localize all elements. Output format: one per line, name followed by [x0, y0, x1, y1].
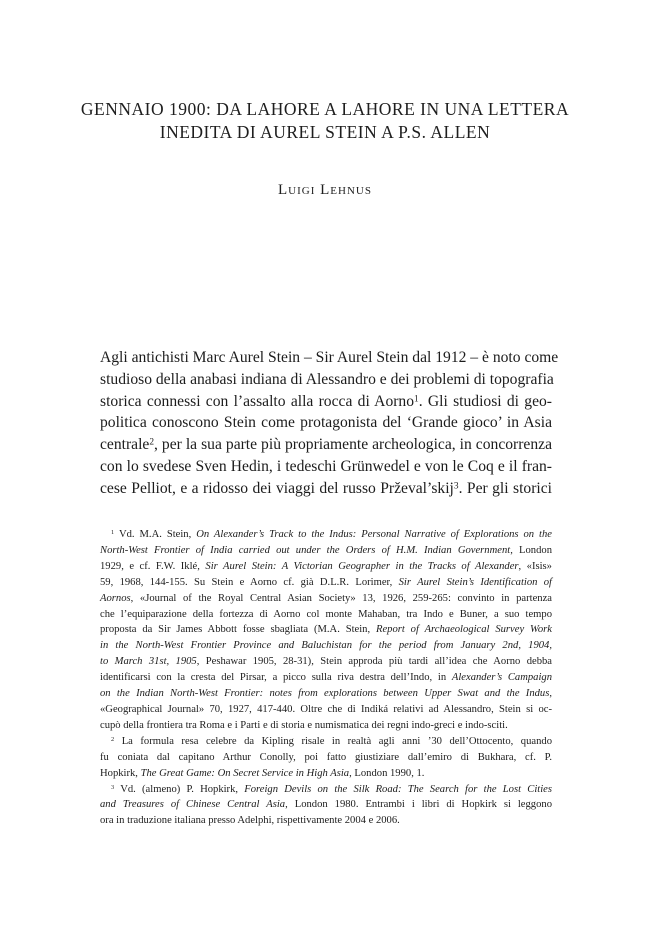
footnote-1-line: to March 31st, 1905, Peshawar 1905, 28-31), Stein approda più tardi all’idea che Aorno debba	[100, 656, 552, 668]
footnote-mark: 3	[111, 783, 115, 791]
body-line: cese Pelliot, e a ridosso dei viaggi del russo Prževal’skij$^3$. Per gli storici	[100, 479, 552, 497]
body-line: centrale$^2$, per la sua parte più propriamente archeologica, in concorrenza	[100, 436, 552, 454]
body-line: politica conoscono Stein come protagonista del ‘Grande gioco’ in Asia	[100, 414, 552, 432]
article-title-line-1: GENNAIO 1900: DA LAHORE A LAHORE IN UNA LETTERA	[80, 99, 570, 119]
article-title-line-2: INEDITA DI AUREL STEIN A P.S. ALLEN	[159, 122, 491, 142]
body-line: storica connessi con l’assalto alla rocca di Aorno$^1$. Gli studiosi di geo-	[100, 392, 552, 410]
footnote-2-line: $^2$ La formula resa celebre da Kipling risale in realtà agli anni ’30 dell’Ottocento, quando	[111, 735, 552, 747]
footnote-ref[interactable]: 3	[453, 481, 459, 492]
article-title	[60, 98, 590, 144]
footnote-1-line: in the North-West Frontier Province and Baluchistan for the period from January 2nd, 1904,	[100, 640, 552, 652]
footnote-2-line: fu coniata dal capitano Arthur Conolly, poi fatto giustiziare dall’emiro di Bukhara, cf. P.	[100, 751, 552, 763]
footnote-1-line: proposta da Sir James Abbott fosse sbagliata (M.A. Stein, Report of Archaeological Survey Work	[100, 624, 552, 636]
footnote-mark: 1	[111, 528, 115, 536]
footnote-ref[interactable]: 1	[414, 393, 419, 404]
footnote-1-line: «Geographical Journal» 70, 1927, 417-440. Oltre che di Indiká relativi ad Alessandro, Stein si oc-	[100, 703, 552, 715]
footnote-2-line: Hopkirk, The Great Game: On Secret Service in High Asia, London 1990, 1.	[100, 767, 425, 779]
author-name: Luigi Lehnus	[278, 182, 372, 198]
footnote-1-line: cupò della frontiera tra Roma e i Parti e di storia e numismatica dei regni indo-greci e indo-sciti.	[100, 719, 508, 731]
footnote-1-line: identificarsi con la cresta del Pirsar, a picco sulla riva destra dell’Indo, in Alexander’s Campaign	[100, 672, 552, 684]
footnote-3-line: and Treasures of Chinese Central Asia, London 1980. Entrambi i libri di Hopkirk si leggono	[100, 799, 552, 811]
footnote-3-line: ora in traduzione italiana presso Adelphi, rispettivamente 2004 e 2006.	[100, 815, 400, 827]
footnote-1-line: 59, 1968, 144-155. Su Stein e Aorno cf. già D.L.R. Lorimer, Sir Aurel Stein’s Identification of	[100, 576, 552, 588]
footnote-1-line: Aornos, «Journal of the Royal Central Asian Society» 13, 1926, 259-265: convinto in partenza	[100, 592, 552, 604]
footnote-1-line: North-West Frontier of India carried out under the Orders of H.M. Indian Government, London	[100, 544, 552, 556]
body-line: Agli antichisti Marc Aurel Stein – Sir Aurel Stein dal 1912 – è noto come	[100, 349, 559, 366]
footnotes	[100, 527, 552, 829]
body-line: studioso della anabasi indiana di Alessandro e dei problemi di topografia	[100, 370, 554, 388]
footnote-1-line: 1929, e cf. F.W. Iklé, Sir Aurel Stein: A Victorian Geographer in the Tracks of Alexander, «Isis»	[100, 560, 552, 572]
footnote-1-line: $^1$ Vd. M.A. Stein, On Alexander’s Track to the Indus: Personal Narrative of Explorations on the	[111, 528, 552, 540]
footnote-1-line: on the Indian North-West Frontier: notes from explorations between Upper Swat and the Indus,	[100, 688, 552, 700]
footnote-ref[interactable]: 2	[149, 437, 155, 448]
footnote-3-line: $^3$ Vd. (almeno) P. Hopkirk, Foreign Devils on the Silk Road: The Search for the Lost Cities	[111, 783, 552, 795]
footnote-mark: 2	[111, 735, 115, 743]
body-line: con lo svedese Sven Hedin, i tedeschi Grünwedel e von le Coq e il fran-	[100, 457, 552, 475]
footnote-1-line: che l’equiparazione della fortezza di Aorno col monte Mahaban, tra Indo e Buner, a suo tempo	[100, 608, 552, 620]
body-paragraph	[100, 347, 559, 500]
